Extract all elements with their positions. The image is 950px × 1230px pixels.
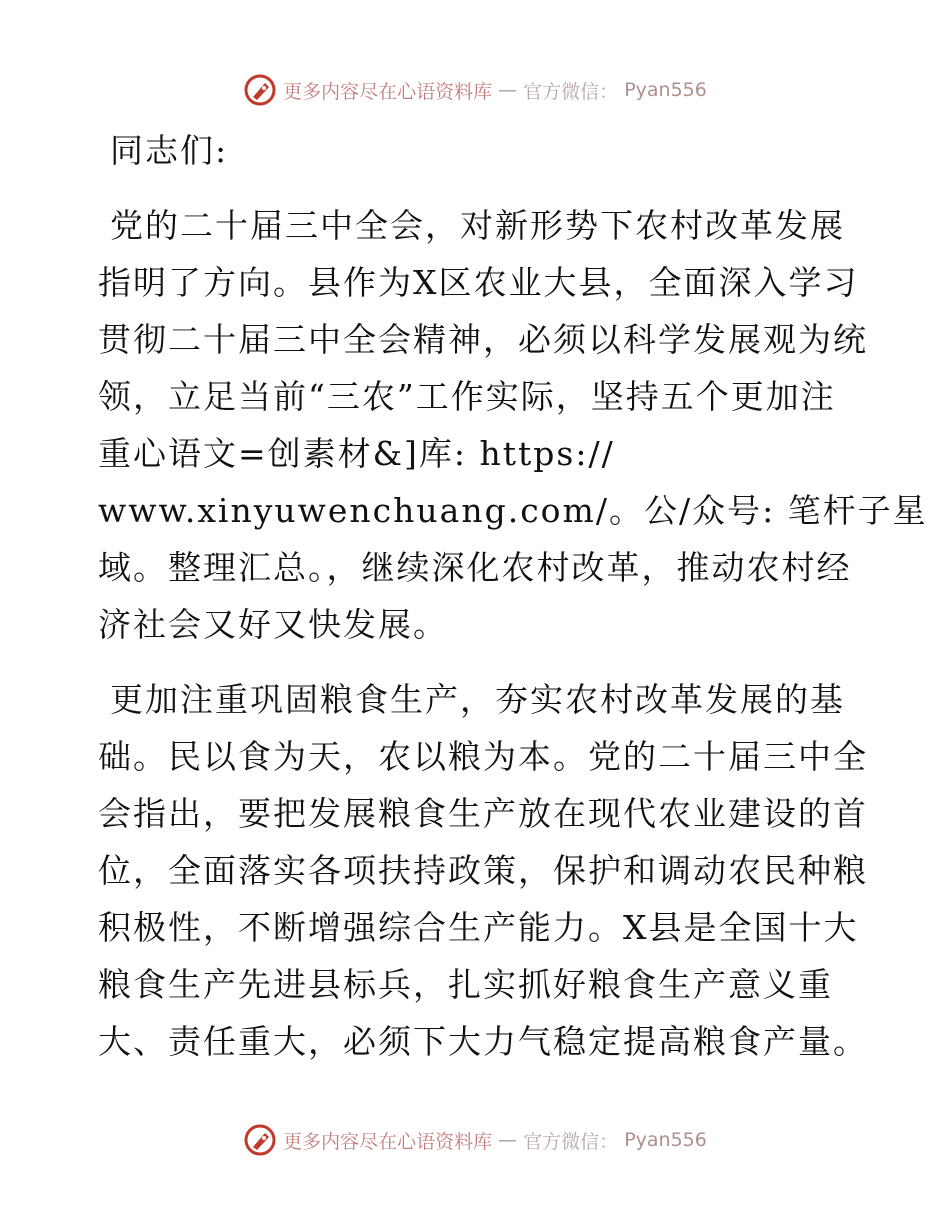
paragraph-line: 积极性，不断增强综合生产能力。X县是全国十大 (98, 908, 859, 947)
paragraph-line: 域。整理汇总。，继续深化农村改革，推动农村经 (98, 548, 852, 587)
header-banner-wechat-label: 官方微信： (523, 80, 619, 103)
salutation: 同志们: (110, 131, 229, 170)
footer-banner-handle: Pyan556 (624, 1129, 707, 1151)
paragraph-2 (98, 671, 868, 1070)
header-banner (0, 70, 950, 110)
footer-banner-wechat-label: 官方微信： (523, 1130, 619, 1153)
pen-nib-logo-icon (243, 1123, 277, 1157)
paragraph-1 (98, 197, 928, 653)
paragraph-line: www.xinyuwenchuang.com/。公/众号: 笔杆子星 (98, 491, 928, 530)
paragraph-line: 更加注重巩固粮食生产，夯实农村改革发展的基 (110, 680, 845, 719)
footer-banner-main-text: 更多内容尽在心语资料库 (283, 1130, 493, 1153)
header-banner-main-text: 更多内容尽在心语资料库 (283, 80, 493, 103)
paragraph-line: 重心语文=创素材&]库: https:// (98, 434, 615, 473)
paragraph-line: 粮食生产先进县标兵，扎实抓好粮食生产意义重 (98, 965, 833, 1004)
paragraph-line: 位，全面落实各项扶持政策，保护和调动农民种粮 (98, 851, 868, 890)
paragraph-line: 党的二十届三中全会，对新形势下农村改革发展 (110, 206, 845, 245)
paragraph-line: 领，立足当前“三农”工作实际，坚持五个更加注 (98, 377, 836, 416)
paragraph-line: 济社会又好又快发展。 (98, 605, 448, 644)
header-banner-separator: — (498, 79, 518, 101)
footer-banner-separator: — (498, 1129, 518, 1151)
paragraph-line: 贯彻二十届三中全会精神，必须以科学发展观为统 (98, 320, 868, 359)
paragraph-line: 会指出，要把发展粮食生产放在现代农业建设的首 (98, 794, 868, 833)
header-banner-handle: Pyan556 (624, 79, 707, 101)
paragraph-line: 础。民以食为天，农以粮为本。党的二十届三中全 (98, 737, 868, 776)
footer-banner (0, 1120, 950, 1160)
document-body (98, 122, 928, 1088)
paragraph-line: 大、责任重大，必须下大力气稳定提高粮食产量。 (98, 1022, 868, 1061)
paragraph-line: 指明了方向。县作为X区农业大县，全面深入学习 (98, 263, 859, 302)
pen-nib-logo-icon (243, 73, 277, 107)
